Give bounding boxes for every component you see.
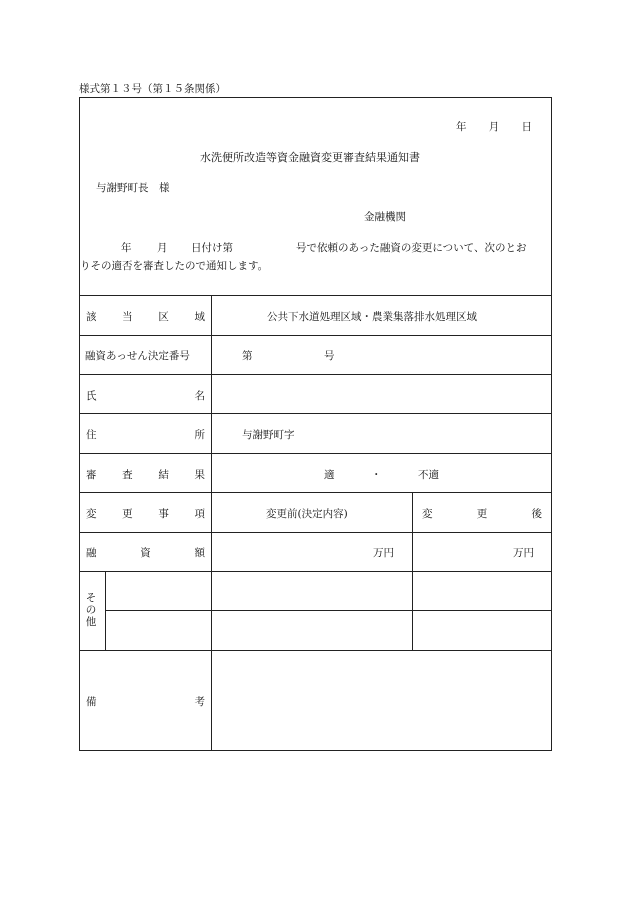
body-text: 号で依頼のあった融資の変更について、次のとお (296, 242, 527, 254)
amount-label: 融 資 額 (86, 547, 205, 559)
body-month: 月 (157, 242, 168, 254)
grid-line (79, 650, 552, 651)
grid-line (211, 295, 212, 751)
grid-line (79, 335, 552, 336)
area-label: 該 当 区 域 (86, 311, 205, 323)
change-label: 変 更 事 項 (86, 508, 205, 520)
form-number: 様式第１３号（第１５条関係） (79, 83, 226, 95)
grid-line (79, 453, 552, 454)
date-day: 日 (521, 121, 532, 133)
address-label: 住 所 (86, 429, 205, 441)
grid-line (79, 492, 552, 493)
date-month: 月 (488, 121, 500, 133)
remarks-label: 備 考 (86, 696, 205, 708)
name-label: 氏 名 (86, 390, 205, 402)
change-before-header: 変更前(決定内容) (266, 508, 348, 520)
result-dot: ・ (371, 469, 382, 481)
grid-line (79, 295, 552, 296)
grid-line (79, 374, 552, 375)
body-day-ref: 日付け第 (191, 242, 233, 254)
result-ok: 適 (324, 469, 335, 481)
change-after-header: 変 更 後 (422, 508, 542, 520)
grid-line (105, 610, 552, 611)
grid-line (105, 571, 106, 650)
body-line-2: りその適否を審査したので通知します。 (80, 260, 269, 272)
result-label: 審 査 結 果 (86, 469, 205, 481)
date-line (456, 119, 532, 134)
other-label: そ の 他 (85, 592, 97, 628)
result-ng: 不適 (418, 469, 439, 481)
addressee: 与謝野町長 様 (96, 182, 170, 194)
decision-number-suffix: 号 (324, 350, 335, 362)
amount-before-unit: 万円 (373, 547, 394, 559)
address-value: 与謝野町字 (242, 429, 295, 441)
body-year: 年 (121, 242, 132, 254)
date-year: 年 (456, 121, 467, 133)
grid-line (79, 532, 552, 533)
amount-after-unit: 万円 (513, 547, 534, 559)
document-title: 水洗便所改造等資金融資変更審査結果通知書 (200, 151, 420, 164)
notification-form (79, 97, 552, 751)
decision-number-prefix: 第 (242, 350, 253, 362)
decision-number-label: 融資あっせん決定番号 (85, 350, 190, 362)
area-value: 公共下水道処理区域・農業集落排水処理区域 (267, 311, 477, 323)
grid-line (79, 571, 552, 572)
grid-line (412, 492, 413, 650)
sender-institution: 金融機関 (364, 211, 406, 223)
grid-line (79, 413, 552, 414)
